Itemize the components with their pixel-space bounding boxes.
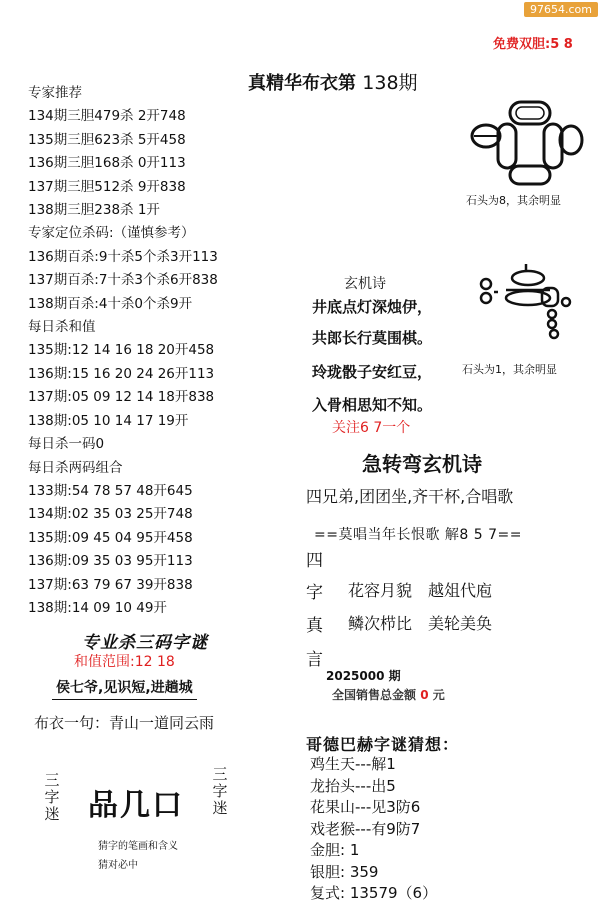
teaser-line: 四兄弟,团团坐,齐干杯,合唱歌 [306, 487, 514, 506]
riddle-char: 迷 [212, 799, 228, 817]
left-line: 135期:09 45 04 95开458 [28, 529, 193, 546]
four-char-motto-char: 四 [306, 551, 323, 571]
left-line: 137期百杀:7十杀3个杀6开838 [28, 272, 218, 289]
left-line: 每日杀和值 [28, 319, 96, 336]
left-column [28, 82, 218, 620]
left-line: 138期百杀:4十杀0个杀9开 [28, 295, 193, 312]
left-line: 138期:05 10 14 17 19开 [28, 412, 189, 429]
motto-row: 花容月貌 越俎代庖 [348, 581, 493, 600]
goldbach-riddle-list [310, 754, 437, 905]
goldbach-line: 复式: 13579（6） [310, 884, 438, 902]
left-line: 133期:54 78 57 48开645 [28, 482, 193, 499]
teaser-answer-line: ==莫唱当年长恨歌 解8 5 7== [314, 527, 522, 543]
goldbach-line: 龙抬头---出5 [310, 776, 396, 795]
left-line: 135期:12 14 16 18 20开458 [28, 342, 215, 359]
sales-total [332, 686, 445, 703]
left-line: 每日杀一码0 [28, 436, 105, 453]
left-line: 137期三胆512杀 9开838 [28, 178, 186, 195]
left-line: 137期:63 79 67 39开838 [28, 576, 193, 593]
stone-picture-8 [468, 96, 586, 188]
stone-picture-1 [476, 262, 576, 350]
poem-line: 玲珑骰子安红豆， [312, 363, 433, 381]
site-watermark: 97654.com [524, 2, 598, 17]
free-pair-label: 免费双胆:5 8 [493, 37, 573, 52]
left-line: 136期百杀:9十杀5个杀3开113 [28, 248, 218, 265]
houqiye-line: 侯七爷,见识短,进趟城 [52, 677, 197, 700]
sales-total-value: 0 [420, 688, 429, 702]
four-char-motto-char: 字 [306, 583, 323, 603]
three-char-riddle-left [44, 772, 60, 823]
left-line: 134期:02 35 03 25开748 [28, 506, 193, 523]
sum-range: 和值范围:12 18 [74, 654, 175, 670]
riddle-char: 三 [44, 771, 60, 789]
four-char-motto-char: 真 [306, 616, 323, 636]
riddle-char: 三 [212, 765, 228, 783]
issue-number: 138期 [362, 72, 418, 94]
goldbach-line: 银胆: 359 [310, 862, 379, 881]
left-line: 134期三胆479杀 2开748 [28, 108, 186, 125]
sales-total-prefix: 全国销售总金额 [332, 688, 421, 702]
buyi-sentence: 布衣一句：青山一道同云雨 [34, 714, 215, 732]
poem-line: 入骨相思知不知。 [312, 396, 433, 414]
brain-teaser-title: 急转弯玄机诗 [362, 452, 482, 476]
poem-line: 井底点灯深烛伊， [312, 298, 433, 316]
left-line: 138期:14 09 10 49开 [28, 599, 167, 616]
goldbach-riddle-title: 哥德巴赫字谜猜想： [306, 735, 460, 754]
left-line: 135期三胆623杀 5开458 [28, 131, 186, 148]
goldbach-line: 戏老猴---有9防7 [310, 819, 421, 838]
mystic-poem-heading: 玄机诗 [344, 276, 386, 292]
left-line: 136期三胆168杀 0开113 [28, 155, 186, 172]
riddle-hint-2: 猜对必中 [98, 860, 138, 871]
picture-caption-1: 石头为8，其余明显 [466, 194, 561, 207]
issue-title-prefix: 真精华布衣第 [248, 73, 356, 94]
left-line: 136期:15 16 20 24 26开113 [28, 365, 215, 382]
left-line: 137期:05 09 12 14 18开838 [28, 389, 215, 406]
left-line: 专家推荐 [28, 85, 82, 101]
poem-line: 共郎长行莫围棋。 [312, 329, 433, 347]
motto-row: 鳞次栉比 美轮美奂 [348, 614, 493, 633]
goldbach-line: 鸡生天---解1 [310, 755, 396, 773]
riddle-char: 迷 [44, 805, 60, 823]
sales-total-suffix: 元 [428, 688, 445, 702]
sales-issue: 2025000 期 [326, 669, 401, 683]
four-char-motto-char: 言 [306, 650, 323, 670]
riddle-char: 字 [44, 788, 60, 806]
goldbach-line: 花果山---见3防6 [310, 798, 421, 816]
prof-riddle-title: 专业杀三码字谜 [82, 633, 208, 653]
issue-title [248, 68, 418, 95]
picture-caption-2: 石头为1，其余明显 [462, 363, 557, 376]
riddle-char: 字 [212, 782, 228, 800]
goldbach-line: 金胆: 1 [310, 841, 360, 859]
focus-digits: 关注6 7一个 [332, 420, 411, 436]
riddle-main: 品几口 [88, 788, 184, 823]
riddle-hint: 猜字的笔画和含义 [98, 841, 178, 852]
left-line: 每日杀两码组合 [28, 459, 123, 476]
left-line: 专家定位杀码:（谨慎参考） [28, 225, 195, 242]
three-char-riddle-right [212, 766, 228, 817]
left-line: 136期:09 35 03 95开113 [28, 553, 193, 570]
left-line: 138期三胆238杀 1开 [28, 202, 160, 219]
